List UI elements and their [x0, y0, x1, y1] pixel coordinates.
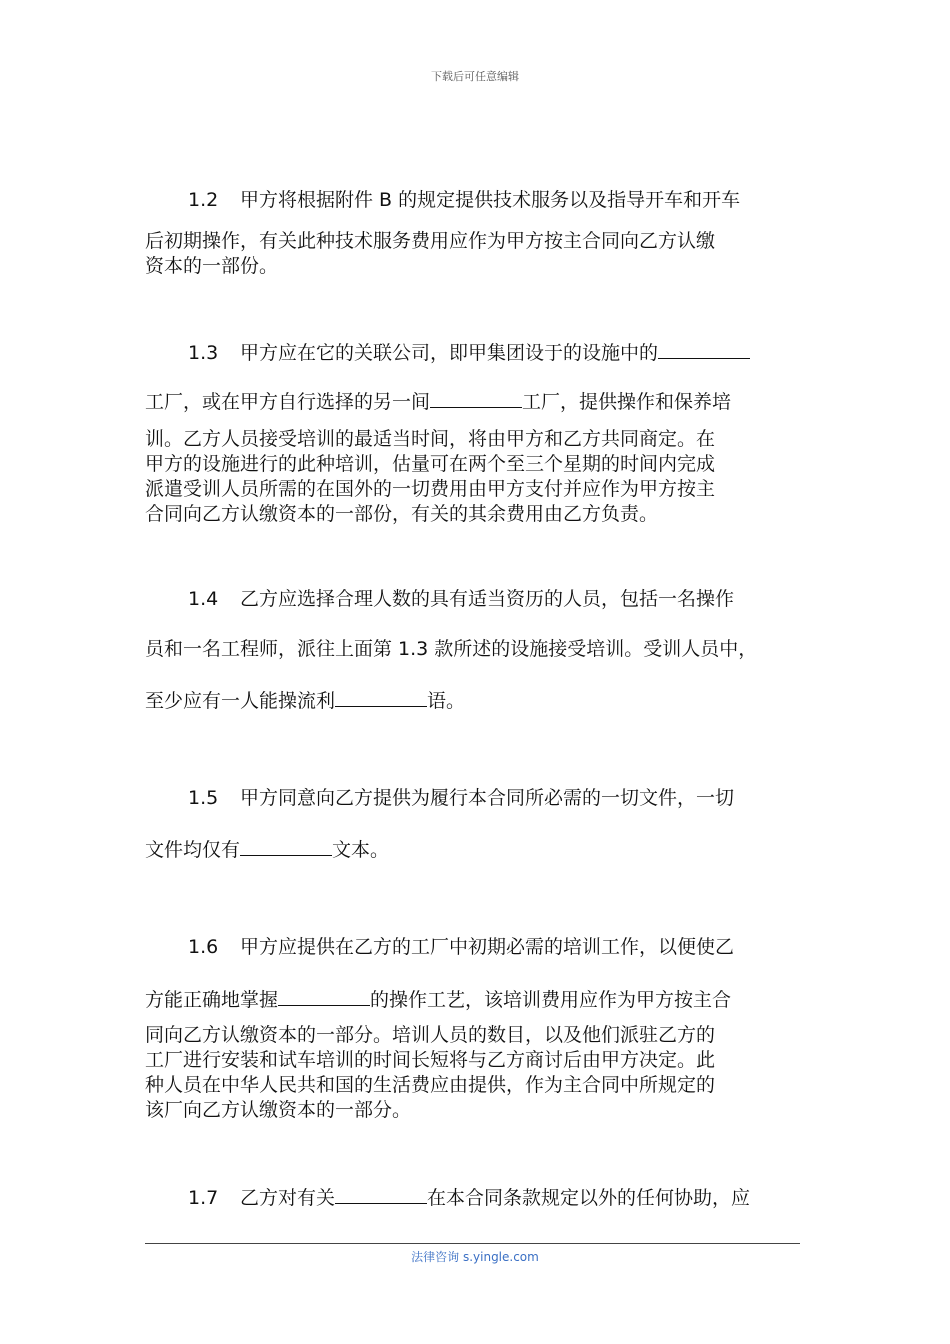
section-1-5-line-2 — [145, 835, 389, 862]
fill-blank — [658, 338, 750, 359]
section-text: 甲方应在它的关联公司，即甲集团设于的设施中的 — [240, 342, 659, 364]
section-text: 甲方将根据附件 B 的规定提供技术服务以及指导开车和开车 — [240, 189, 741, 211]
section-1-4-line-3 — [145, 686, 465, 713]
section-1-3-line-4: 甲方的设施进行的此种培训，估量可在两个至三个星期的时间内完成 — [145, 453, 716, 475]
section-text: 至少应有一人能操流利 — [145, 690, 336, 712]
section-1-6-line-2 — [145, 985, 731, 1012]
section-text: 语。 — [427, 690, 466, 712]
section-1-2-line-2: 后初期操作，有关此种技术服务费用应作为甲方按主合同向乙方认缴 — [145, 230, 716, 252]
section-1-3-line-1 — [188, 338, 750, 365]
section-number: 1.6 — [188, 936, 219, 958]
section-1-5-line-1 — [188, 786, 734, 810]
section-1-6-line-3: 同向乙方认缴资本的一部分。培训人员的数目，以及他们派驻乙方的 — [145, 1024, 716, 1046]
section-1-2-line-1 — [188, 188, 740, 212]
section-text: 乙方对有关 — [240, 1187, 336, 1209]
section-1-3-line-2 — [145, 387, 731, 414]
section-1-4-line-1 — [188, 587, 734, 611]
section-1-3-line-3: 训。乙方人员接受培训的最适当时间，将由甲方和乙方共同商定。在 — [145, 428, 716, 450]
section-text: 甲方同意向乙方提供为履行本合同所必需的一切文件，一切 — [240, 787, 735, 809]
section-text: 乙方应选择合理人数的具有适当资历的人员，包括一名操作 — [240, 588, 735, 610]
section-text: 方能正确地掌握 — [145, 989, 279, 1011]
fill-blank — [240, 835, 332, 856]
section-1-2-line-3: 资本的一部份。 — [145, 255, 279, 277]
fill-blank — [335, 686, 427, 707]
section-1-6-line-5: 种人员在中华人民共和国的生活费应由提供，作为主合同中所规定的 — [145, 1074, 716, 1096]
section-number: 1.3 — [188, 342, 219, 364]
footer-link[interactable]: 法律咨询 s.yingle.com — [411, 1250, 539, 1264]
section-1-3-line-6: 合同向乙方认缴资本的一部份，有关的其余费用由乙方负责。 — [145, 503, 659, 525]
section-text: 文本。 — [332, 839, 390, 861]
section-text: 工厂，或在甲方自行选择的另一间 — [145, 391, 431, 413]
section-text: 的操作工艺，该培训费用应作为甲方按主合 — [370, 989, 732, 1011]
section-text: 文件均仅有 — [145, 839, 241, 861]
fill-blank — [430, 387, 522, 408]
section-1-3-line-5: 派遣受训人员所需的在国外的一切费用由甲方支付并应作为甲方按主 — [145, 478, 716, 500]
section-text: 甲方应提供在乙方的工厂中初期必需的培训工作，以便使乙 — [240, 936, 735, 958]
section-number: 1.7 — [188, 1187, 219, 1209]
page-header: 下载后可任意编辑 — [431, 70, 519, 83]
fill-blank — [278, 985, 370, 1006]
section-number: 1.4 — [188, 588, 219, 610]
section-1-6-line-4: 工厂进行安装和试车培训的时间长短将与乙方商讨后由甲方决定。此 — [145, 1049, 716, 1071]
section-1-7-line-1 — [188, 1183, 750, 1210]
section-number: 1.2 — [188, 189, 219, 211]
fill-blank — [335, 1183, 427, 1204]
section-1-4-line-2: 员和一名工程师，派往上面第 1.3 款所述的设施接受培训。受训人员中， — [145, 638, 758, 660]
section-1-6-line-1 — [188, 935, 734, 959]
section-1-6-line-6: 该厂向乙方认缴资本的一部分。 — [145, 1099, 412, 1121]
section-text: 工厂，提供操作和保养培 — [522, 391, 732, 413]
footer-divider — [145, 1243, 800, 1244]
section-text: 在本合同条款规定以外的任何协助，应 — [427, 1187, 751, 1209]
section-number: 1.5 — [188, 787, 219, 809]
